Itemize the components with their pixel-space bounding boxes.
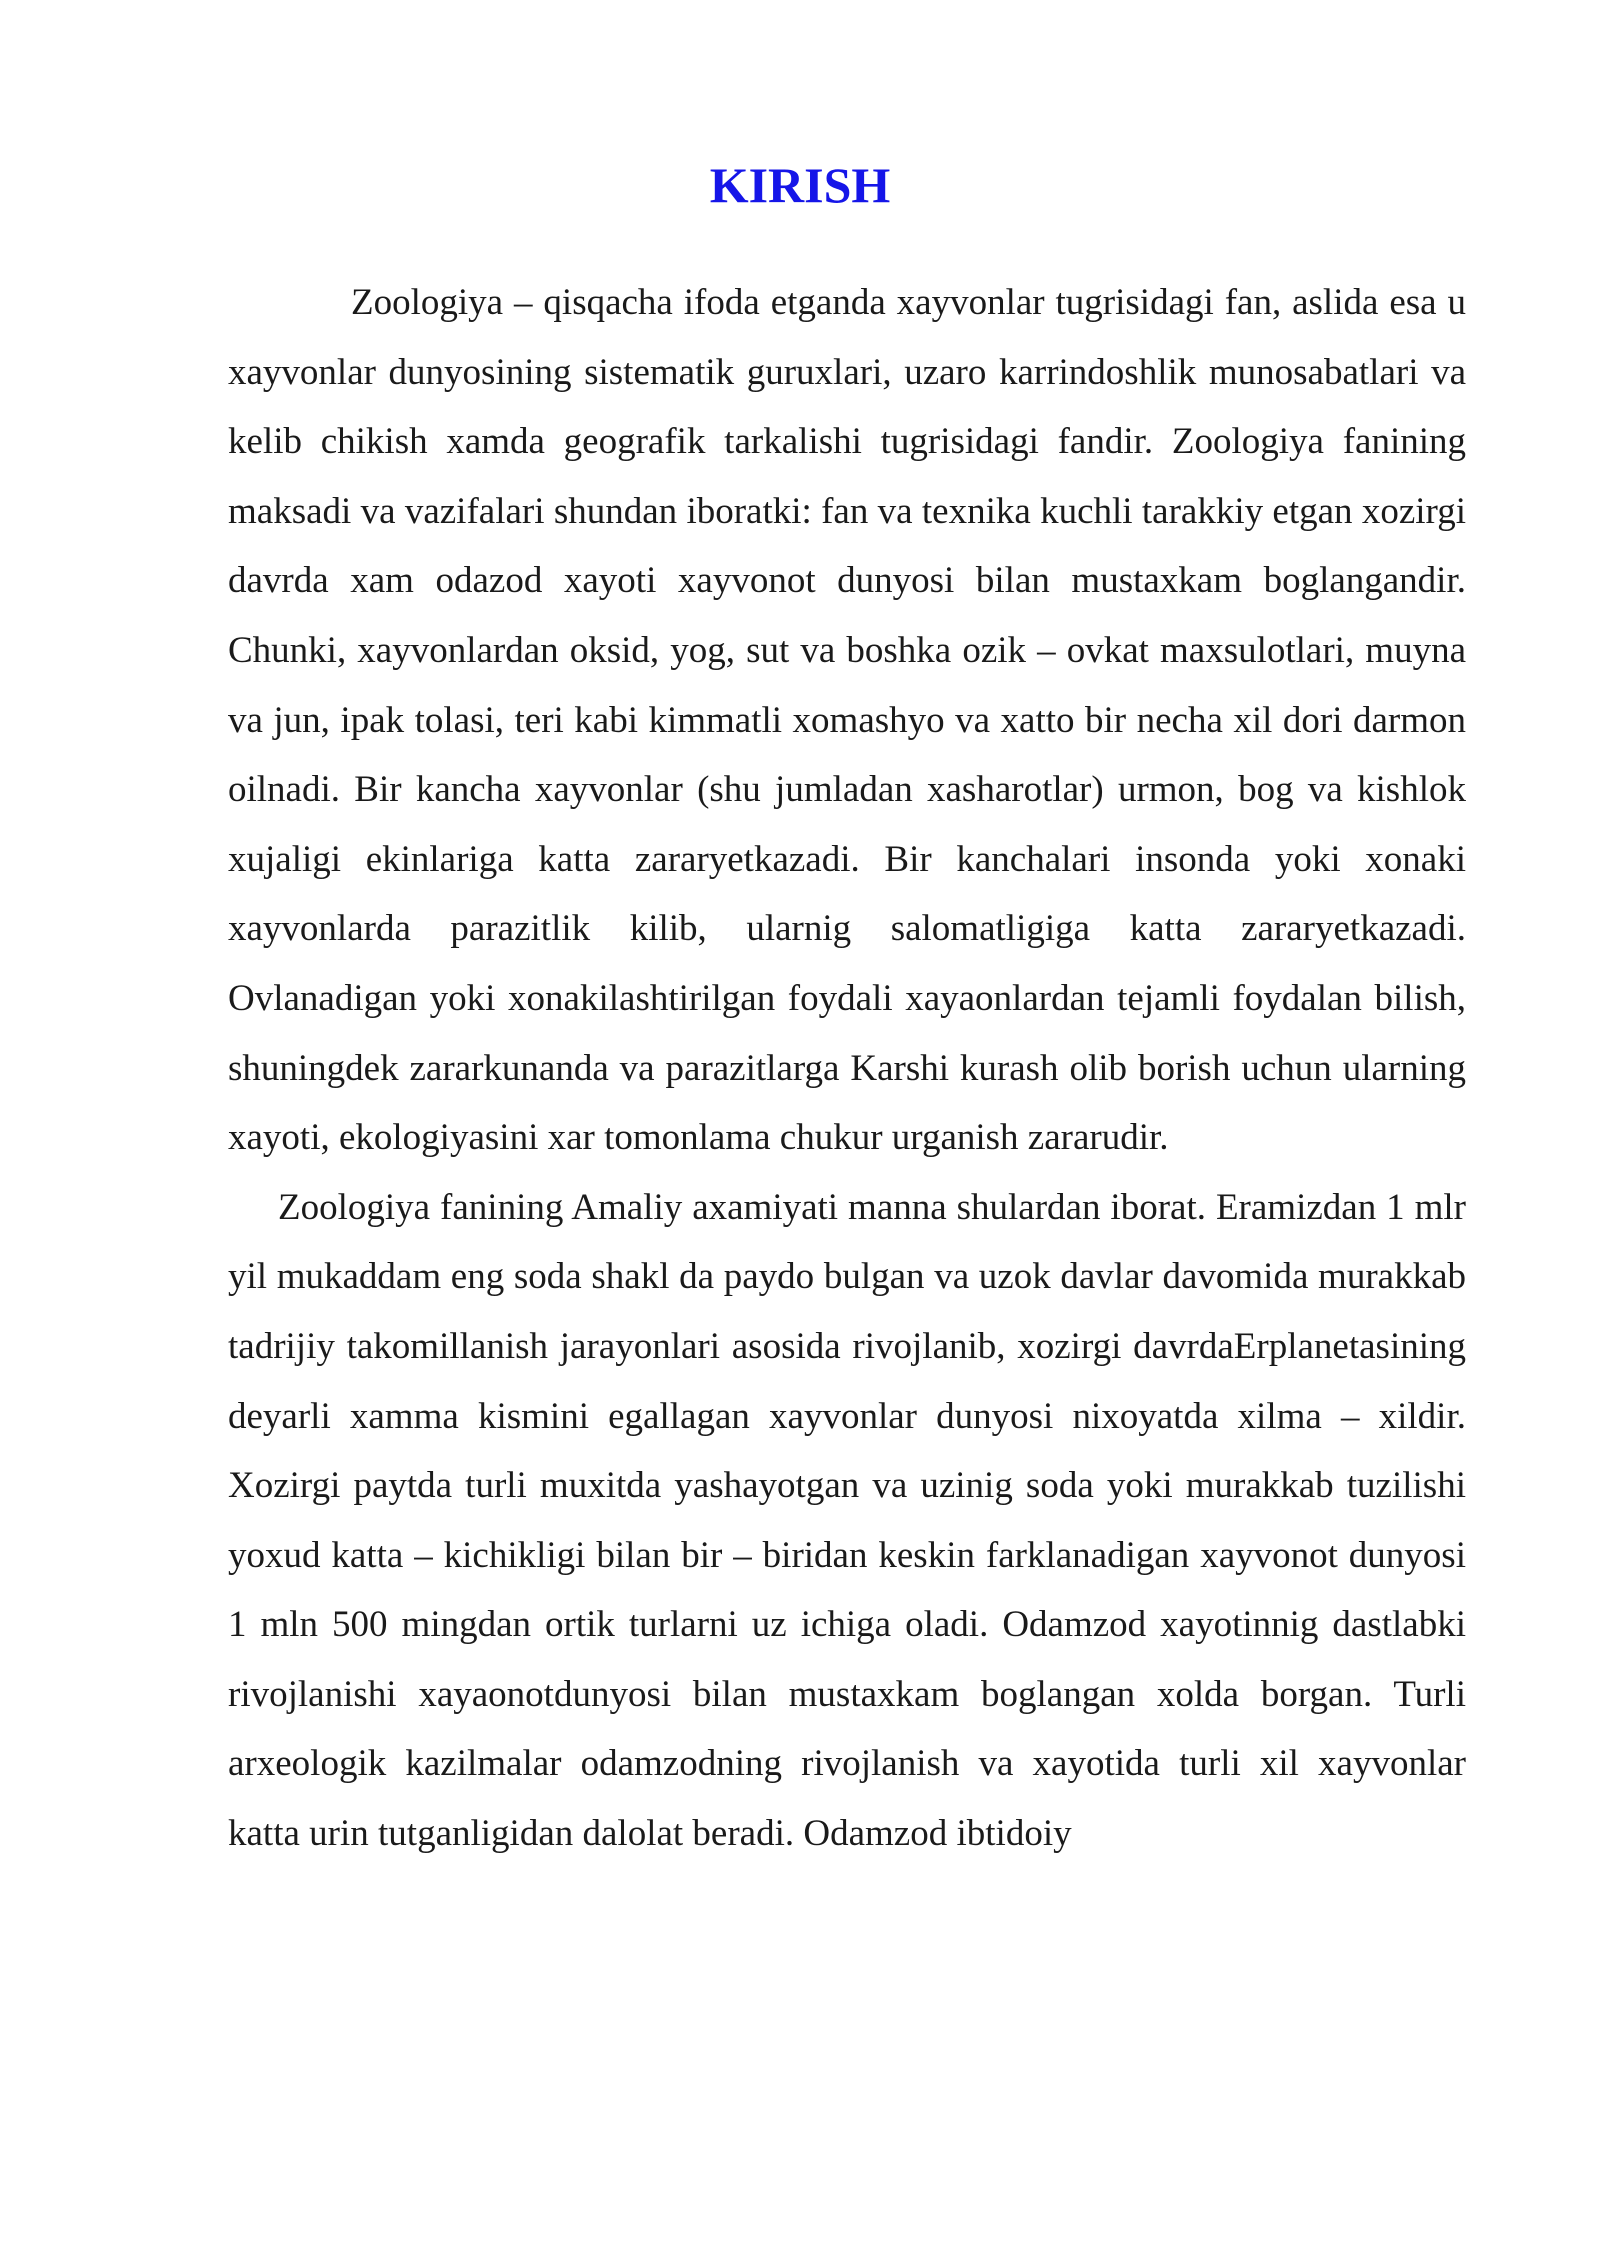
paragraph-practical-importance: Zoologiya fanining Amaliy axamiyati manna shulardan iborat. Eramizdan 1 mlr yil mukaddam eng soda shakl da paydo bulgan va uzok davlar davomida murakkab tadrijiy takomillanish jarayonlari asosida rivojlanib, xozirgi davrdaErplanetasining deyarli xamma kismini egallagan xayvonlar dunyosi nixoyatda xilma – xildir. Xozirgi paytda turli muxitda yashayotgan va uzinig soda yoki murakkab tuzilishi yoxud katta – kichikligi bilan bir – biridan keskin farklanadigan xayvonot dunyosi 1 mln 500 mingdan ortik turlarni uz ichiga oladi. Odamzod xayotinnig dastlabki rivojlanishi xayaonotdunyosi bilan mustaxkam boglangan xolda borgan. Turli arxeologik kazilmalar odamzodning rivojlanish va xayotida turli xil xayvonlar katta urin tutganligidan dalolat beradi. Odamzod ibtidoiy — [228, 1186, 1466, 1855]
document-body — [228, 268, 1466, 1869]
page-title: KIRISH — [709, 157, 891, 213]
paragraph-introduction: Zoologiya – qisqacha ifoda etganda xayvonlar tugrisidagi fan, aslida esa u xayvonlar dunyosining sistematik guruxlari, uzaro karrindoshlik munosabatlari va kelib chikish xamda geografik tarkalishi tugrisidagi fandir. Zoologiya fanining maksadi va vazifalari shundan iboratki: fan va texnika kuchli tarakkiy etgan xozirgi davrda xam odazod xayoti xayvonot dunyosi bilan mustaxkam boglangandir. Chunki, xayvonlardan oksid, yog, sut va boshka ozik – ovkat maxsulotlari, muyna va jun, ipak tolasi, teri kabi kimmatli xomashyo va xatto bir necha xil dori darmon oilnadi. Bir kancha xayvonlar (shu jumladan xasharotlar) urmon, bog va kishlok xujaligi ekinlariga katta zararyetkazadi. Bir kanchalari insonda yoki xonaki xayvonlarda parazitlik kilib, ularnig salomatligiga katta zararyetkazadi. Ovlanadigan yoki xonakilashtirilgan foydali xayaonlardan tejamli foydalan bilish, shuningdek zararkunanda va parazitlarga Karshi kurash olib borish uchun ularning xayoti, ekologiyasini xar tomonlama chukur urganish zararudir. — [228, 282, 1466, 1159]
